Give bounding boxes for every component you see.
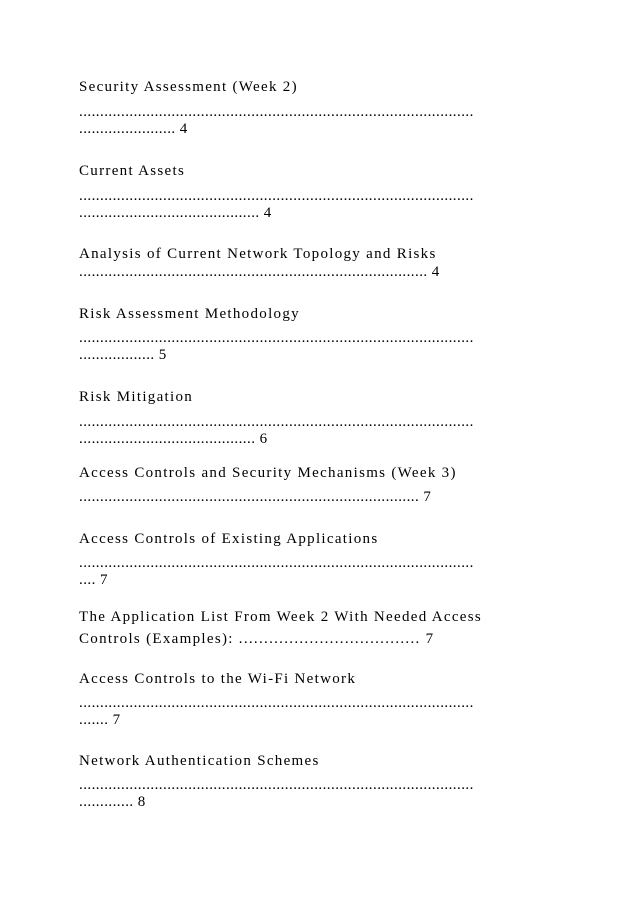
toc-entry-title: Access Controls to the Wi-Fi Network bbox=[79, 671, 357, 687]
toc-entry-page: .... 7 bbox=[79, 572, 108, 588]
toc-entry-page: ........................................... 4 bbox=[79, 205, 272, 221]
toc-entry-leader: .............................................................................................. bbox=[79, 695, 474, 711]
toc-entry-leader: ................................................................................. 7 bbox=[79, 489, 432, 505]
toc-entry-page: ............. 8 bbox=[79, 794, 146, 810]
toc-entry-leader: .............................................................................................. bbox=[79, 555, 474, 571]
toc-entry-title: The Application List From Week 2 With Needed Access bbox=[79, 609, 483, 625]
toc-entry-leader: .............................................................................................. bbox=[79, 188, 474, 204]
toc-entry-page: .......................................... 6 bbox=[79, 431, 268, 447]
toc-entry-title: Risk Mitigation bbox=[79, 389, 194, 405]
toc-entry-title: Risk Assessment Methodology bbox=[79, 306, 300, 322]
toc-entry-leader: .............................................................................................. bbox=[79, 414, 474, 430]
toc-entry-title: Security Assessment (Week 2) bbox=[79, 79, 298, 95]
toc-entry-leader: .............................................................................................. bbox=[79, 330, 474, 346]
toc-entry-title: Analysis of Current Network Topology and Risks bbox=[79, 246, 437, 262]
toc-entry-page: .................. 5 bbox=[79, 347, 167, 363]
toc-entry-leader: ................................................................................... 4 bbox=[79, 264, 440, 280]
toc-entry-leader: .............................................................................................. bbox=[79, 777, 474, 793]
toc-entry-page: ....... 7 bbox=[79, 712, 121, 728]
toc-entry-page: ....................... 4 bbox=[79, 121, 188, 137]
toc-entry-title: Current Assets bbox=[79, 163, 186, 179]
toc-entry-leader: .............................................................................................. bbox=[79, 104, 474, 120]
toc-entry-title: Network Authentication Schemes bbox=[79, 753, 320, 769]
toc-entry-title-cont: Controls (Examples): .................................... 7 bbox=[79, 631, 435, 647]
toc-entry-title: Access Controls of Existing Applications bbox=[79, 531, 379, 547]
toc-entry-title: Access Controls and Security Mechanisms (Week 3) bbox=[79, 465, 457, 481]
